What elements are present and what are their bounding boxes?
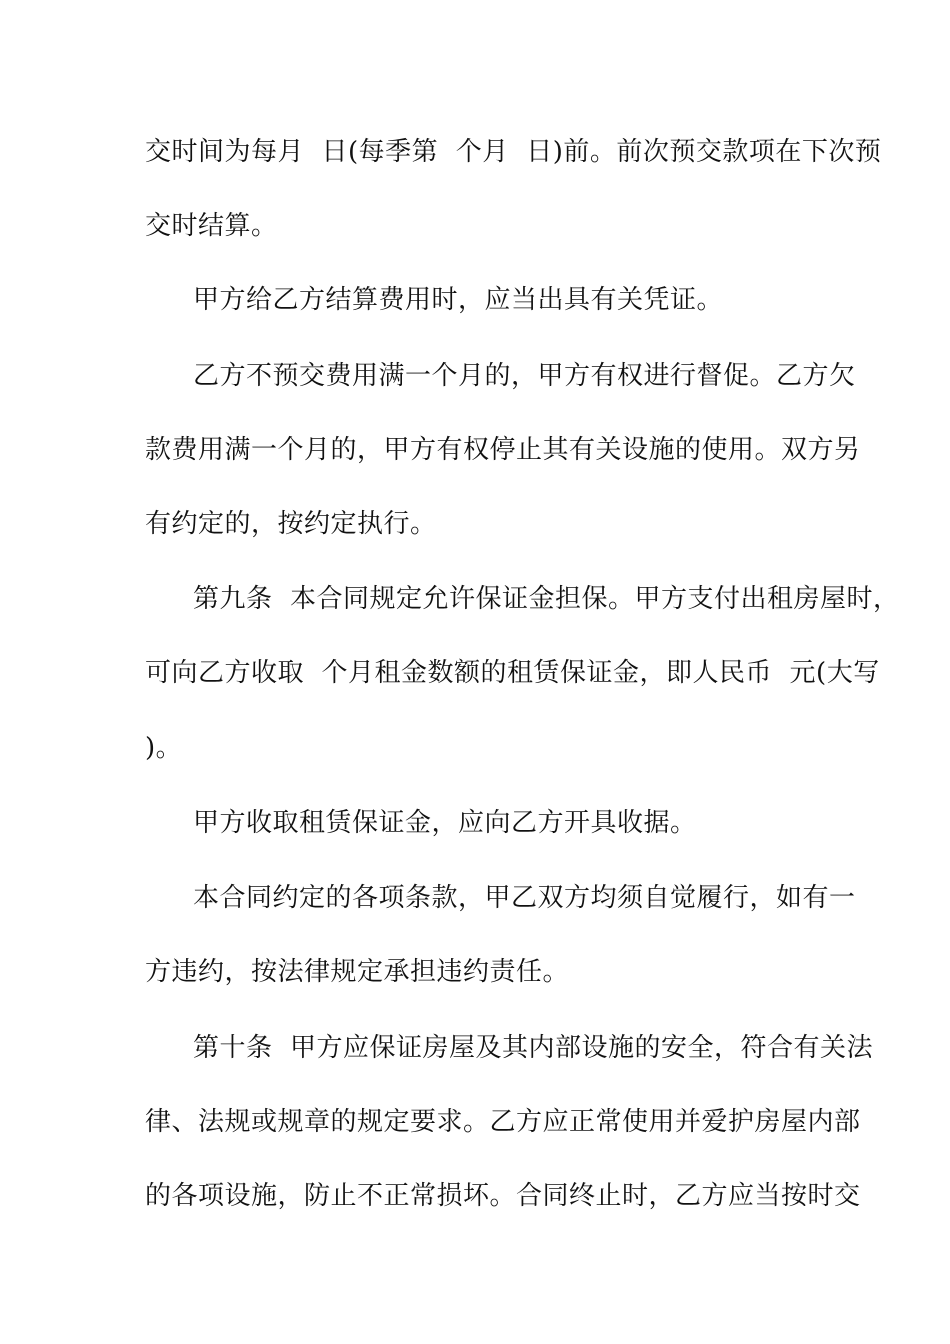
text-line-9: )。 xyxy=(145,733,183,763)
text-line-7: 第九条 本合同规定允许保证金担保。甲方支付出租房屋时， xyxy=(193,584,900,614)
text-line-4: 乙方不预交费用满一个月的，甲方有权进行督促。乙方欠 xyxy=(193,361,856,391)
text-line-6: 有约定的，按约定执行。 xyxy=(145,509,437,539)
text-line-12: 方违约，按法律规定承担违约责任。 xyxy=(145,957,570,987)
text-line-2: 交时结算。 xyxy=(145,211,278,241)
text-line-11: 本合同约定的各项条款，甲乙双方均须自觉履行，如有一 xyxy=(193,883,856,913)
text-line-8: 可向乙方收取 个月租金数额的租赁保证金，即人民币 元(大写 xyxy=(145,658,880,688)
text-line-15: 的各项设施，防止不正常损坏。合同终止时，乙方应当按时交 xyxy=(145,1181,861,1211)
text-line-1: 交时间为每月 日(每季第 个月 日)前。前次预交款项在下次预 xyxy=(145,137,882,167)
text-line-13: 第十条 甲方应保证房屋及其内部设施的安全，符合有关法 xyxy=(193,1033,874,1063)
text-line-14: 律、法规或规章的规定要求。乙方应正常使用并爱护房屋内部 xyxy=(145,1107,861,1137)
text-line-5: 款费用满一个月的，甲方有权停止其有关设施的使用。双方另 xyxy=(145,435,861,465)
text-line-3: 甲方给乙方结算费用时，应当出具有关凭证。 xyxy=(193,285,724,315)
text-line-10: 甲方收取租赁保证金，应向乙方开具收据。 xyxy=(193,808,697,838)
